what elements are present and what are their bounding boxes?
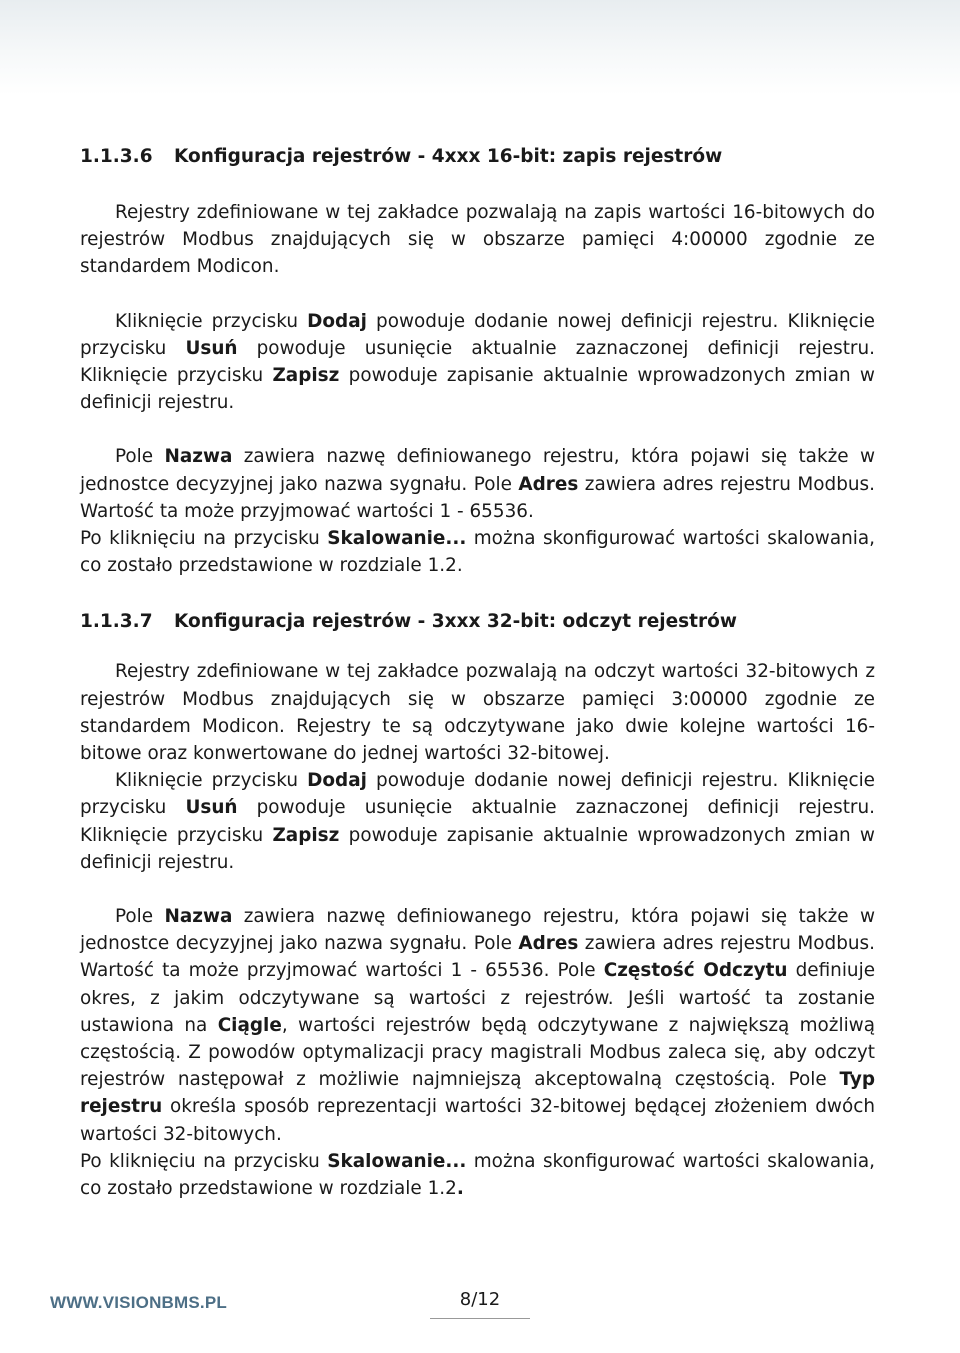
text-run: powoduje dodanie nowej definicji rejestru. Kliknięcie przycisku <box>80 310 875 359</box>
paragraph-buttons <box>80 767 875 876</box>
section-heading-1136 <box>80 144 875 170</box>
text-run: określa sposób reprezentacji wartości 32-bitowej będącej złożeniem dwóch wartości 32-bitowych. <box>80 1096 875 1145</box>
paragraph-buttons <box>80 308 875 417</box>
nazwa-field-label: Nazwa <box>164 906 233 928</box>
text-run: można skonfigurować wartości skalowania, co zostało przedstawione w rozdziale 1.2 <box>80 1150 875 1200</box>
text-run: Po kliknięciu na przycisku <box>80 528 328 550</box>
usun-button-label: Usuń <box>185 797 238 819</box>
paragraph-intro: Rejestry zdefiniowane w tej zakładce pozwalają na odczyt wartości 32-bitowych z rejestrów Modbus znajdujących się w obszarze pamięci 3:00000 zgodnie ze standardem Modicon. Rejestry te są odczytywane jako dwie kolejne wartości 16-bitowe oraz konwertowane do jednej wartości 32-bitowej. <box>80 661 875 765</box>
adres-field-label: Adres <box>518 473 579 495</box>
text-run: powoduje zapisanie aktualnie wprowadzonych zmian w definicji rejestru. <box>80 824 875 873</box>
header-band <box>0 0 960 95</box>
skalowanie-button-label: Skalowanie... <box>327 1150 467 1172</box>
page-number: 8/12 <box>459 1289 501 1310</box>
text-run: zawiera adres rejestru Modbus. Wartość ta może przyjmować wartości 1 - 65536. <box>80 473 875 522</box>
ciagle-option-label: Ciągle <box>217 1014 282 1036</box>
paragraph-intro: Rejestry zdefiniowane w tej zakładce pozwalają na zapis wartości 16-bitowych do rejestrów Modbus znajdujących się w obszarze pamięci 4:00000 zgodnie ze standardem Modicon. <box>80 202 875 278</box>
text-run: Kliknięcie przycisku <box>115 310 308 332</box>
paragraph-scaling <box>80 1148 875 1202</box>
text-run: powoduje dodanie nowej definicji rejestru. Kliknięcie przycisku <box>80 770 875 819</box>
nazwa-field-label: Nazwa <box>164 446 233 468</box>
website-logo: WWW.VISIONBMS.PL <box>50 1293 227 1312</box>
text-run: Pole <box>115 906 165 928</box>
text-run-bold-period: . <box>456 1178 464 1200</box>
paragraph-scaling <box>80 525 875 579</box>
text-run: definiuje okres, z jakim odczytywane są wartości z rejestrów. Jeśli wartość ta zostanie ustawiona na <box>80 960 876 1036</box>
text-run: zawiera nazwę definiowanego rejestru, która pojawi się także w jednostce decyzyjnej jako nazwa sygnału. Pole <box>80 446 875 495</box>
section-number: 1.1.3.6 <box>80 146 153 167</box>
text-run: zawiera nazwę definiowanego rejestru, która pojawi się także w jednostce decyzyjnej jako nazwa sygnału. Pole <box>80 906 875 955</box>
zapisz-button-label: Zapisz <box>272 365 340 387</box>
section-title: Konfiguracja rejestrów - 4xxx 16-bit: zapis rejestrów <box>174 146 723 167</box>
document-page <box>80 144 875 1202</box>
skalowanie-button-label: Skalowanie... <box>327 528 467 550</box>
text-run: Kliknięcie przycisku <box>115 770 308 792</box>
text-run: , wartości rejestrów będą odczytywane z największą możliwą częstością. Z powodów optymalizacji pracy magistrali Modbus zaleca się, aby odczyt rejestrów następował z możliwie najmniejszą akceptowalną częstością. Pole <box>80 1014 875 1091</box>
text-run: powoduje usunięcie aktualnie zaznaczonej definicji rejestru. Kliknięcie przycisku <box>80 797 875 846</box>
text-run: powoduje usunięcie aktualnie zaznaczonej definicji rejestru. Kliknięcie przycisku <box>80 337 875 387</box>
text-run: powoduje zapisanie aktualnie wprowadzonych zmian w definicji rejestru. <box>80 365 875 414</box>
section-number: 1.1.3.7 <box>80 611 153 633</box>
zapisz-button-label: Zapisz <box>272 824 340 846</box>
adres-field-label: Adres <box>518 933 579 955</box>
section-title: Konfiguracja rejestrów - 3xxx 32-bit: odczyt rejestrów <box>174 611 737 633</box>
dodaj-button-label: Dodaj <box>307 310 367 332</box>
usun-button-label: Usuń <box>185 337 238 359</box>
typ-rejestru-field-label: Typ rejestru <box>80 1069 875 1118</box>
paragraph-fields <box>80 903 875 1148</box>
text-run: Pole <box>115 446 165 468</box>
text-run: zawiera adres rejestru Modbus. Wartość ta może przyjmować wartości 1 - 65536. Pole <box>80 933 875 982</box>
text-run: można skonfigurować wartości skalowania, co zostało przedstawione w rozdziale 1.2. <box>80 528 875 577</box>
dodaj-button-label: Dodaj <box>307 770 367 792</box>
czestosc-odczytu-field-label: Częstość Odczytu <box>603 960 788 982</box>
paragraph-fields <box>80 443 875 525</box>
text-run: Po kliknięciu na przycisku <box>80 1150 328 1172</box>
page-number-underline <box>430 1318 530 1319</box>
section-heading-1137 <box>80 609 875 635</box>
